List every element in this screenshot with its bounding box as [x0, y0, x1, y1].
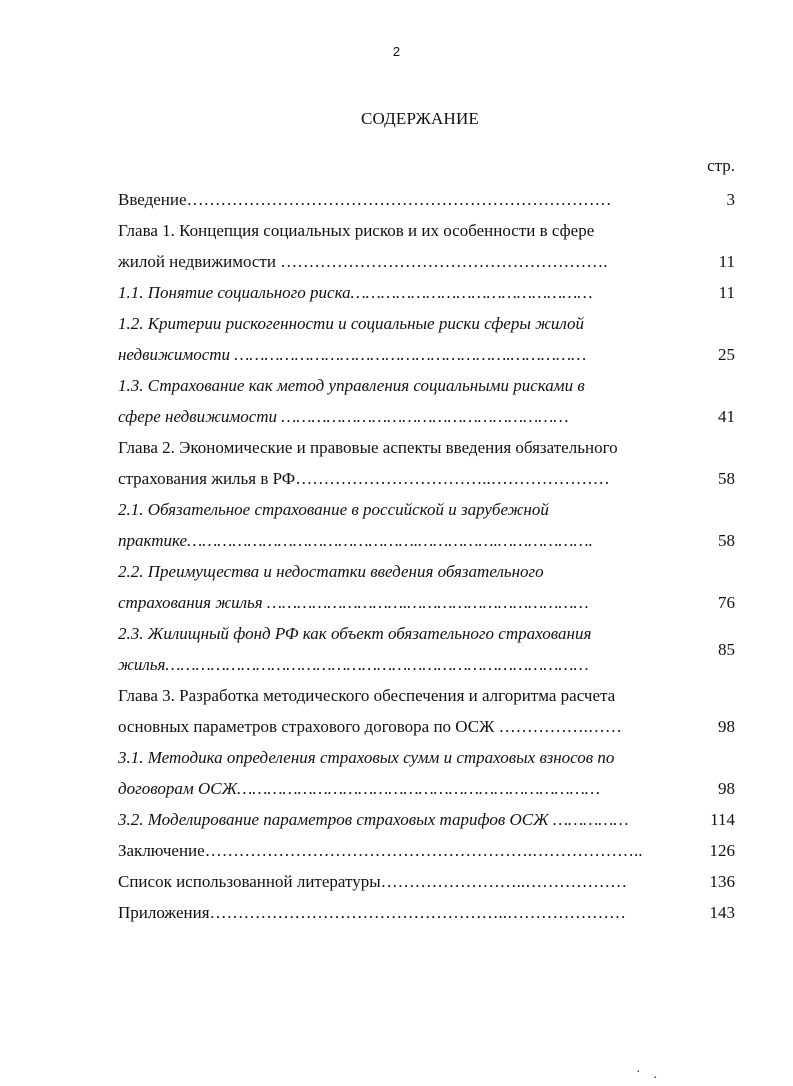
page-ref-section-2-1: 58 [718, 531, 735, 550]
page-ref-section-3-2: 114 [710, 810, 735, 829]
toc-line-section-1-3: 1.3. Страхование как метод управления социальными рисками в [118, 376, 585, 395]
page-ref-chapter-2: 58 [718, 469, 735, 488]
page-ref-section-1-2: 25 [718, 345, 735, 364]
page-ref-section-2-3: 85 [718, 640, 735, 659]
page-number: 2 [392, 44, 401, 59]
page-ref-section-1-3: 41 [718, 407, 735, 426]
toc-line-section-3-1: 3.1. Методика определения страховых сумм и страховых взносов по [118, 748, 615, 767]
page-ref-section-1-1: 11 [718, 283, 735, 302]
toc-line-bibliography: Список использованной литературы……………………..……………… [118, 872, 628, 891]
toc-line-chapter-2-title-cont: страхования жилья в РФ……………………………..………………… [118, 469, 610, 488]
toc-title: СОДЕРЖАНИЕ [360, 109, 480, 128]
toc-line-section-2-2: 2.2. Преимущества и недостатки введения обязательного [118, 562, 544, 581]
toc-line-section-3-2: 3.2. Моделирование параметров страховых тарифов ОСЖ …………… [118, 810, 629, 829]
toc-line-section-2-1: 2.1. Обязательное страхование в российской и зарубежной [118, 500, 549, 519]
toc-line-section-2-3-cont: жилья………………………………………………………………………… [118, 655, 589, 674]
toc-line-section-2-3: 2.3. Жилищный фонд РФ как объект обязательного страхования [118, 624, 592, 643]
page-ref-introduction: 3 [726, 190, 735, 209]
toc-line-chapter-3-title-cont: основных параметров страхового договора по ОСЖ …………….…… [118, 717, 622, 736]
page-ref-chapter-1: 11 [718, 252, 735, 271]
toc-line-section-1-2: 1.2. Критерии рискогенности и социальные риски сферы жилой [118, 314, 585, 333]
toc-line-section-3-1-cont: договорам ОСЖ……………………………………………………………… [118, 779, 600, 798]
page-ref-section-3-1: 98 [718, 779, 735, 798]
toc-line-appendices: Приложения……………………………………………..………………… [118, 903, 627, 922]
toc-line-section-2-2-cont: страхования жилья ……………………….……………………………… [118, 593, 589, 612]
toc-line-chapter-1-title-cont: жилой недвижимости …………………………………………………. [118, 252, 608, 271]
page-ref-conclusion: 126 [709, 841, 735, 860]
toc-line-section-2-1-cont: практике……………………………………….…………….………………. [118, 531, 593, 550]
toc-line-chapter-1-title: Глава 1. Концепция социальных рисков и их особенности в сфере [118, 221, 595, 240]
toc-line-chapter-3-title: Глава 3. Разработка методического обеспечения и алгоритма расчета [118, 686, 616, 705]
toc-line-introduction: Введение………………………………………………………………… [118, 190, 612, 209]
scan-speck: · [653, 1071, 658, 1086]
pages-column-header: стр. [707, 156, 735, 175]
toc-line-section-1-2-cont: недвижимости ……………………………………………….…………… [118, 345, 587, 364]
page-ref-section-2-2: 76 [718, 593, 735, 612]
page-ref-bibliography: 136 [709, 872, 735, 891]
page-ref-chapter-3: 98 [718, 717, 735, 736]
toc-line-conclusion: Заключение………………………………………………….……………….. [118, 841, 643, 860]
toc-line-section-1-1: 1.1. Понятие социального риска………………………………………… [118, 283, 593, 302]
toc-line-section-1-3-cont: сфере недвижимости ………………………………………………… [118, 407, 569, 426]
toc-line-chapter-2-title: Глава 2. Экономические и правовые аспекты введения обязательного [118, 438, 618, 457]
scan-speck: · [636, 1065, 641, 1080]
page-ref-appendices: 143 [709, 903, 735, 922]
